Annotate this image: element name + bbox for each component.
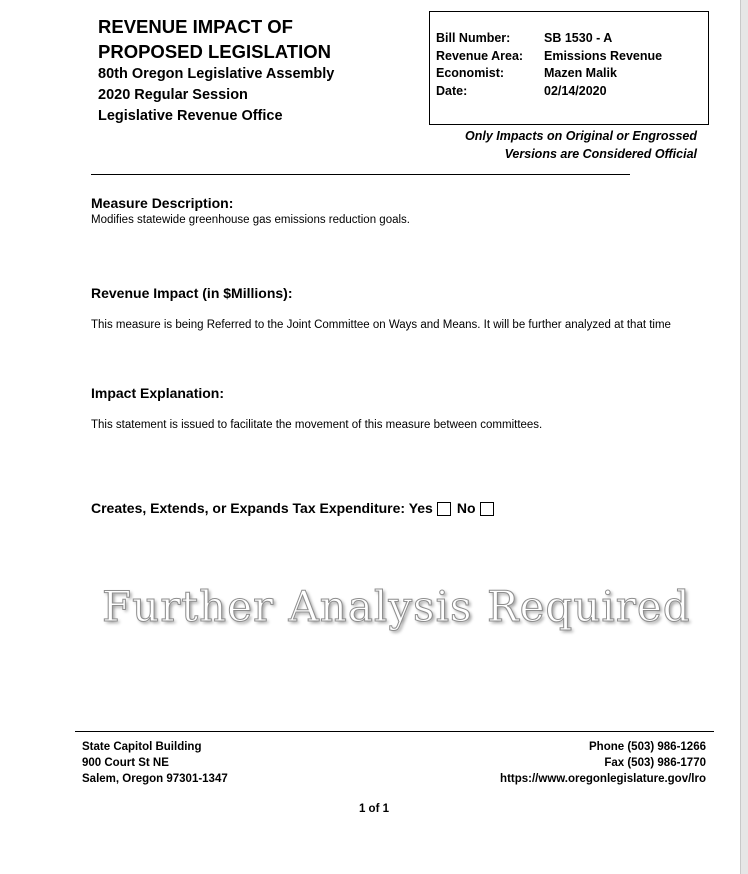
office-name: Legislative Revenue Office: [98, 108, 283, 124]
tax-expenditure-line: [91, 500, 500, 516]
impact-explanation-heading: Impact Explanation:: [91, 385, 225, 401]
footer-address-line-3: Salem, Oregon 97301-1347: [82, 773, 228, 785]
official-note-line-2: Versions are Considered Official: [504, 146, 697, 161]
footer-address-line-2: 900 Court St NE: [82, 757, 169, 769]
official-note-line-1: Only Impacts on Original or Engrossed: [465, 129, 697, 143]
bill-number-value: SB 1530 - A: [544, 31, 613, 45]
date-label: Date:: [436, 84, 468, 98]
measure-description-text: Modifies statewide greenhouse gas emissions reduction goals.: [91, 214, 410, 226]
economist-value: Mazen Malik: [544, 66, 617, 80]
footer-fax: Fax (503) 986-1770: [604, 757, 706, 769]
title-line-2: PROPOSED LEGISLATION: [98, 41, 331, 62]
revenue-impact-heading: Revenue Impact (in $Millions):: [91, 285, 293, 301]
footer-address: [82, 739, 228, 787]
title-block: [98, 14, 334, 127]
header-divider: [91, 174, 630, 175]
footer-contact: [500, 739, 706, 787]
official-note: [465, 128, 697, 163]
revenue-area-row: [436, 49, 663, 63]
footer-website-link[interactable]: https://www.oregonlegislature.gov/lro: [500, 773, 706, 785]
economist-row: [436, 66, 617, 80]
impact-explanation-text: This statement is issued to facilitate the movement of this measure between committees.: [91, 419, 543, 431]
further-analysis-watermark: Further Analysis Required: [102, 582, 691, 631]
tax-expenditure-yes-checkbox[interactable]: [437, 502, 451, 516]
revenue-area-label: Revenue Area:: [436, 49, 524, 63]
bill-number-row: [436, 31, 613, 45]
tax-expenditure-no-label: No: [456, 500, 476, 516]
economist-label: Economist:: [436, 66, 505, 80]
footer-phone: Phone (503) 986-1266: [589, 741, 706, 753]
date-value: 02/14/2020: [544, 84, 607, 98]
bill-info-box: [429, 11, 709, 125]
revenue-area-value: Emissions Revenue: [544, 49, 663, 63]
measure-description-heading: Measure Description:: [91, 195, 234, 211]
session-name: 2020 Regular Session: [98, 87, 248, 103]
tax-expenditure-no-checkbox[interactable]: [480, 502, 494, 516]
date-row: [436, 84, 607, 98]
tax-expenditure-yes-label: Yes: [408, 500, 433, 516]
bill-number-label: Bill Number:: [436, 31, 511, 45]
footer-divider: [75, 731, 714, 732]
assembly-name: 80th Oregon Legislative Assembly: [98, 66, 335, 82]
footer-address-line-1: State Capitol Building: [82, 741, 202, 753]
title-line-1: REVENUE IMPACT OF: [98, 16, 293, 37]
revenue-impact-text: This measure is being Referred to the Joint Committee on Ways and Means. It will be further analyzed at that time: [91, 319, 671, 331]
tax-expenditure-label: Creates, Extends, or Expands Tax Expenditure:: [91, 500, 406, 516]
page-number: 1 of 1: [358, 803, 390, 815]
